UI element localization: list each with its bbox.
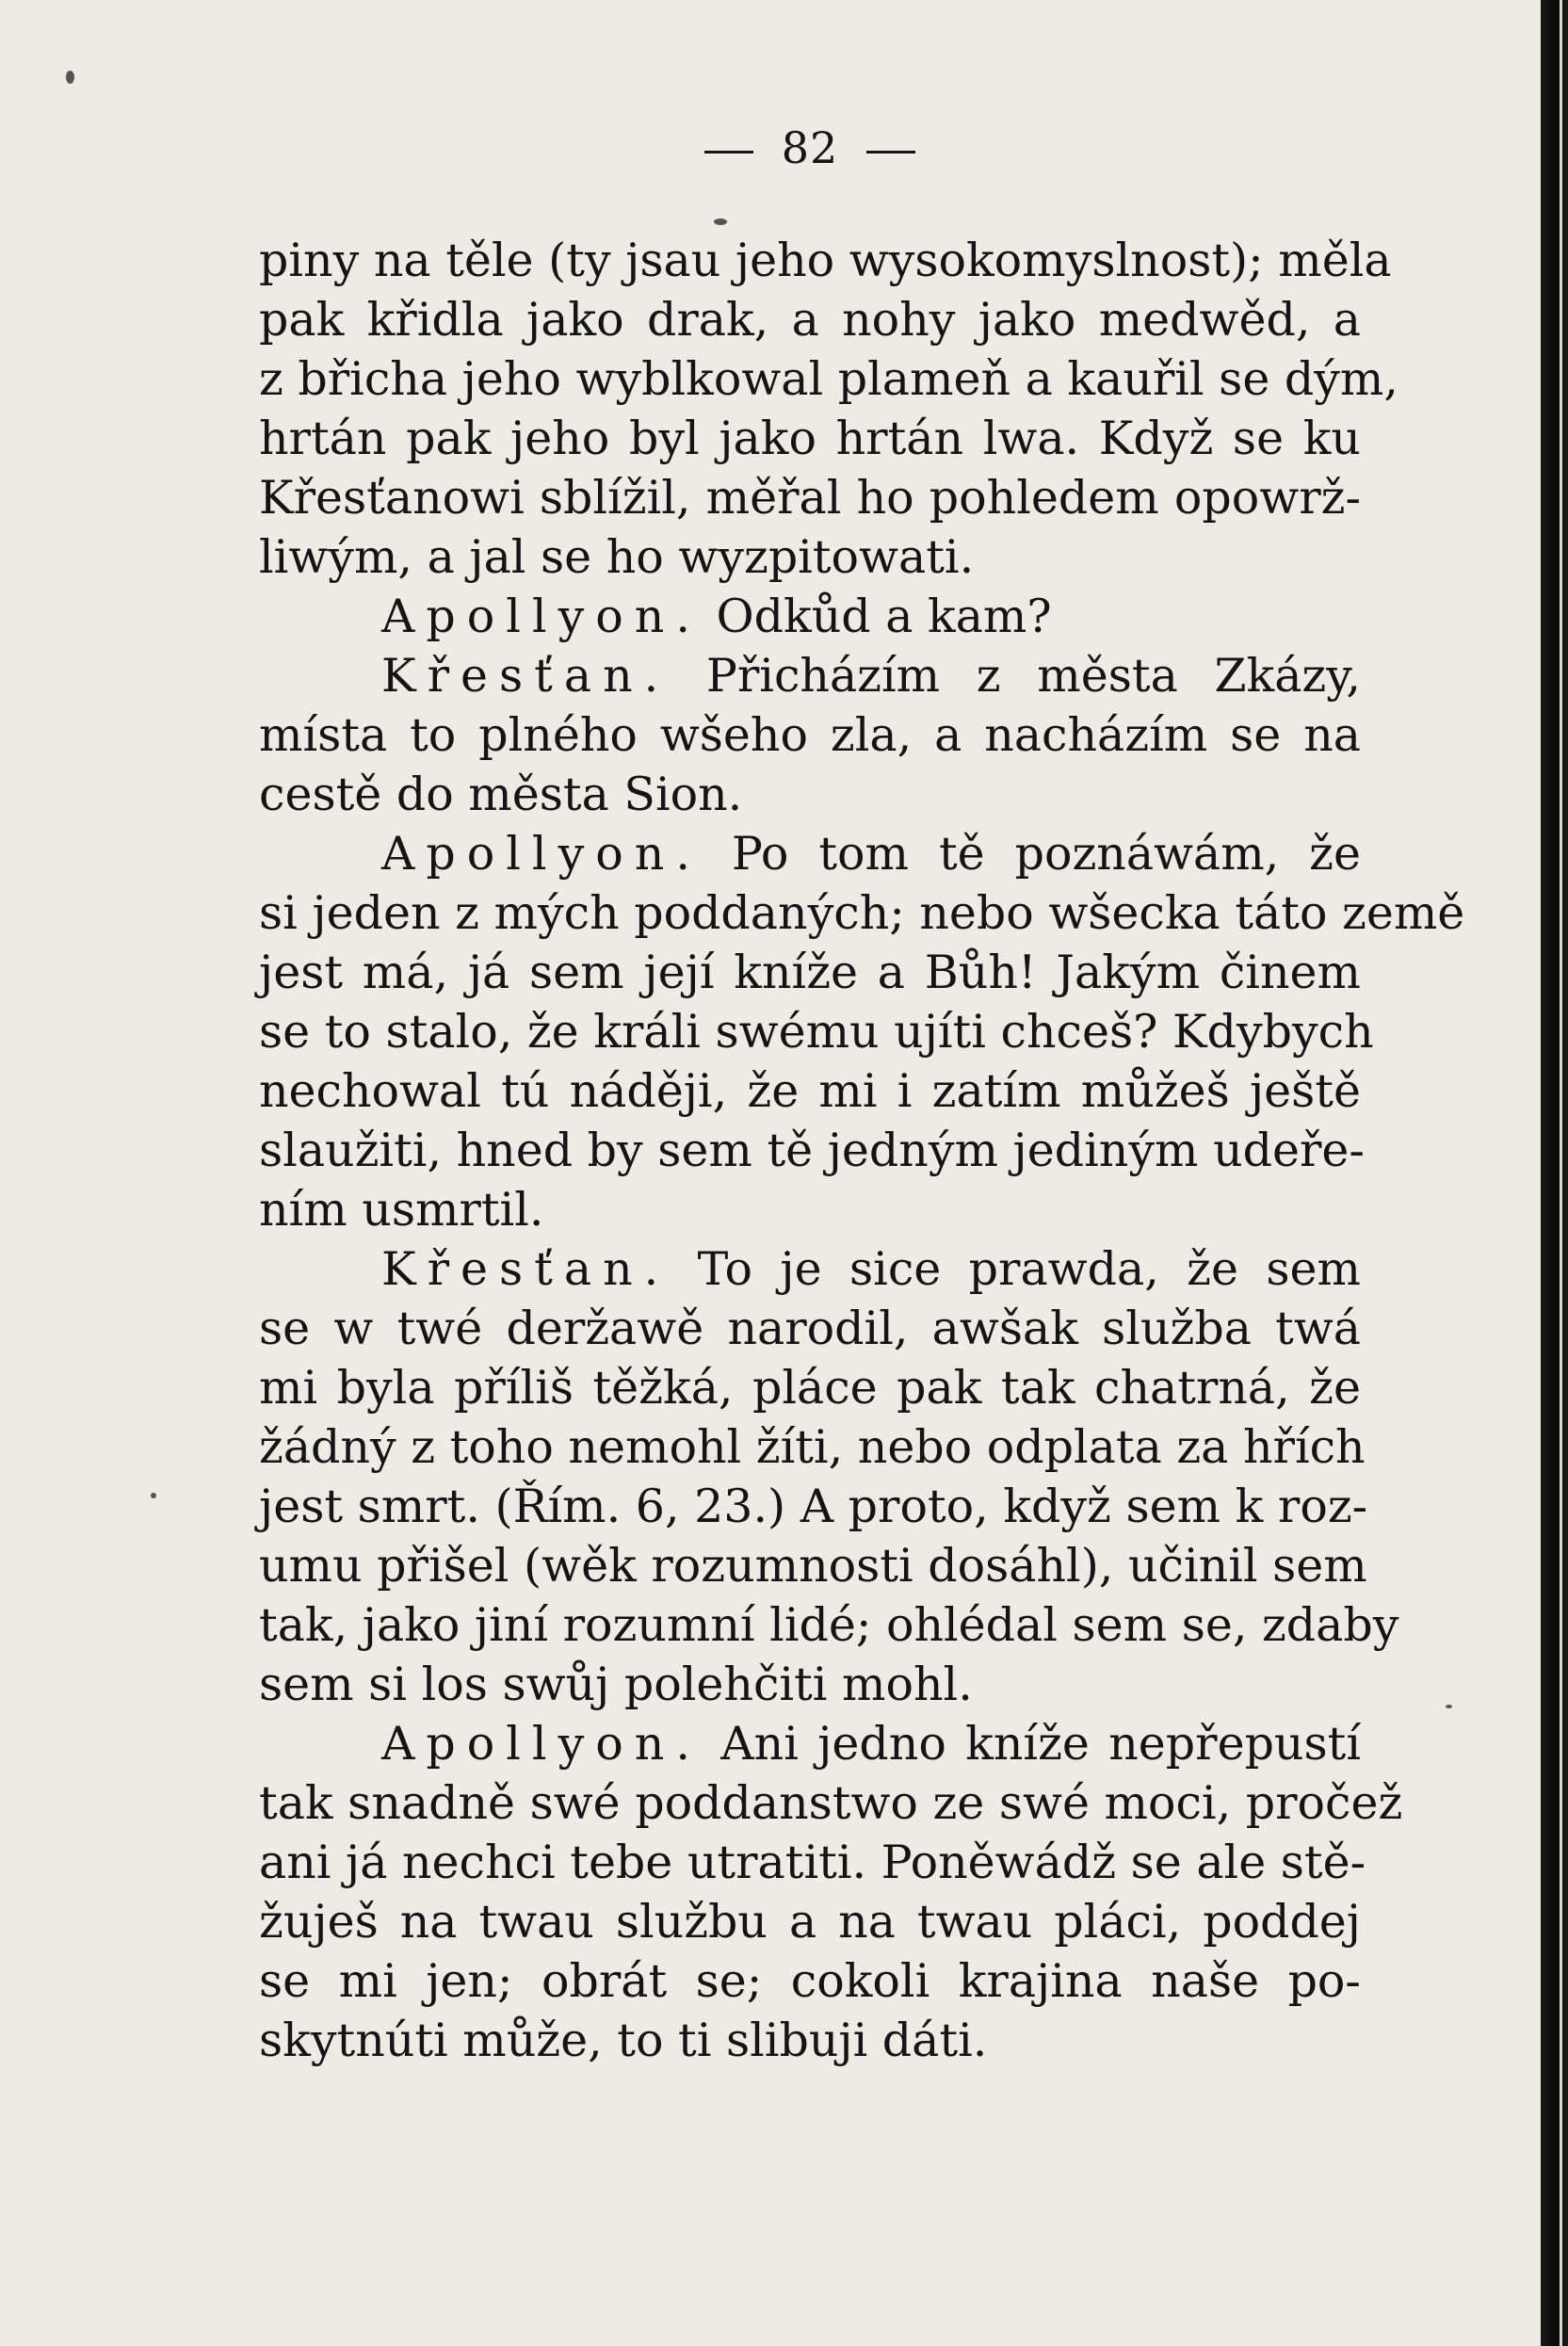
dialogue-line [259,1239,1361,1299]
dialogue-line [259,824,1361,883]
ink-speck [1446,1705,1452,1708]
speech-text: Ani jedno kníže nepřepustí [720,1717,1361,1771]
text-line: cestě do města Sion. [259,768,743,821]
header-dash-left [704,151,753,154]
text-line: slaužiti, hned by sem tě jedným jediným udeře- [259,1124,1365,1177]
text-line: hrtán pak jeho byl jako hrtán lwa. Když se ku [259,412,1361,465]
text-line: sem si los swůj polehčiti mohl. [259,1658,973,1711]
speech-text: Přicházím z města Zkázy, [705,649,1362,703]
speaker-name: Křesťan. [381,1242,671,1296]
ink-speck [714,218,727,225]
page-edge-line [1560,0,1562,2346]
text-line: jest smrt. (Řím. 6, 23.) A proto, když sem k roz- [259,1480,1368,1533]
text-line: žádný z toho nemohl žíti, nebo odplata za hřích [259,1420,1366,1474]
ink-speck [66,71,74,84]
text-line: jest má, já sem její kníže a Bůh! Jakým činem [259,946,1361,999]
text-line: si jeden z mých poddaných; nebo wšecka táto země [259,886,1465,940]
text-line: tak, jako jiní rozumní lidé; ohlédal sem se, zdaby [259,1598,1399,1652]
text-line: skytnúti může, to ti slibuji dáti. [259,2014,988,2067]
text-line: umu přišel (wěk rozumnosti dosáhl), učinil sem [259,1539,1367,1593]
text-line: se to stalo, že králi swému ujíti chceš? Kdybych [259,1005,1374,1059]
speaker-name: Apollyon. [381,1717,702,1771]
text-line: se mi jen; obrát se; cokoli krajina naše po- [259,1954,1361,2008]
speech-text: To je sice prawda, že sem [697,1242,1361,1296]
ink-speck [151,1493,156,1498]
speech-text: Odkůd a kam? [716,590,1052,643]
text-line: ním usmrtil. [259,1183,544,1237]
speaker-name: Apollyon. [381,827,702,881]
text-line: ani já nechci tebe utratiti. Poněwádž se ale stě- [259,1836,1366,1889]
page-number: 82 [781,122,839,173]
body-text [259,231,1465,2070]
header-dash-right [866,151,915,154]
dialogue-line [259,587,1361,646]
speaker-name: Apollyon. [381,590,702,643]
text-line: mi byla příliš těžká, pláce pak tak chatrná, že [259,1361,1361,1415]
text-line: liwým, a jal se ho wyzpitowati. [259,530,975,584]
text-line: nechowal tú náději, že mi i zatím můžeš ještě [259,1064,1361,1118]
text-line: žuješ na twau službu a na twau pláci, poddej [259,1895,1361,1949]
text-line: tak snadně swé poddanstwo ze swé moci, pročež [259,1776,1403,1830]
text-line: pak křidla jako drak, a nohy jako medwěd, a [259,293,1361,347]
text-line: piny na těle (ty jsau jeho wysokomyslnost); měla [259,234,1392,287]
text-line: z břicha jeho wyblkowal plameň a kauřil se dým, [259,352,1398,406]
page-header [0,122,1568,173]
speech-text: Po tom tě poznáwám, že [731,827,1361,881]
speaker-name: Křesťan. [381,649,671,703]
page-edge [1541,0,1568,2346]
dialogue-line [259,646,1361,705]
text-line: Křesťanowi sblížil, měřal ho pohledem opowrž- [259,471,1361,525]
dialogue-line [259,1714,1361,1773]
text-line: místa to plného wšeho zla, a nacházím se na [259,708,1361,762]
text-line: se w twé deržawě narodil, awšak služba twá [259,1302,1361,1355]
